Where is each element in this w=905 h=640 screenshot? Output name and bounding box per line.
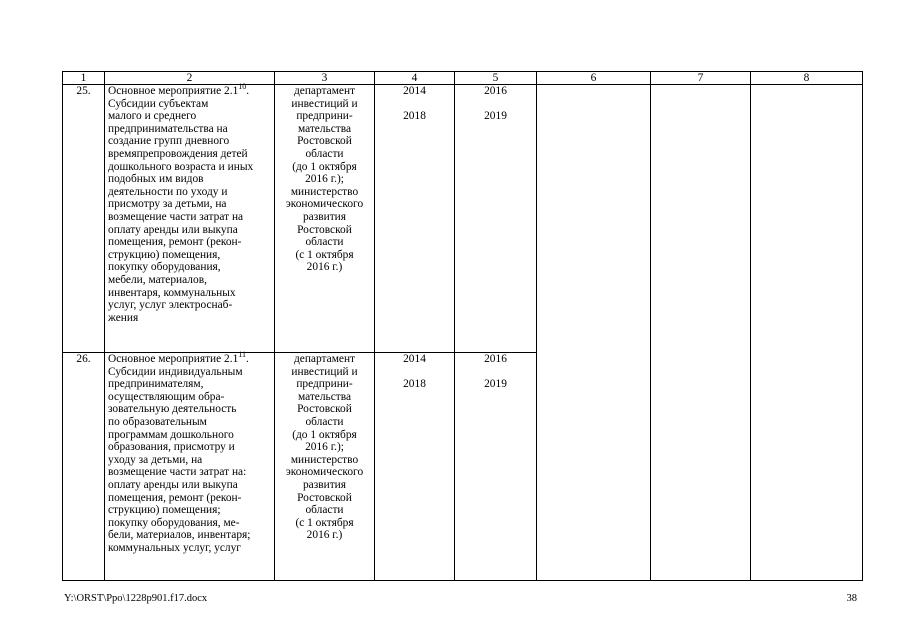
description-line: уходу за детьми, на: [108, 453, 203, 466]
executor-line: инвестиций и: [291, 365, 358, 378]
empty-cell-col7: [651, 85, 751, 581]
column-header: 8: [751, 72, 863, 85]
end-year-cell: [455, 85, 537, 353]
start-year: 2014: [403, 353, 426, 365]
executor-line: 2016 г.);: [305, 441, 344, 454]
empty-cell-col8: [751, 85, 863, 581]
empty-cell-col6: [537, 85, 651, 581]
description-line: предпринимателям,: [108, 378, 204, 391]
executor-line: Ростовской: [297, 223, 352, 236]
start-year-cell: [375, 353, 455, 581]
description-line: покупку оборудования, ме-: [108, 516, 240, 529]
executor-line: 2016 г.): [306, 261, 343, 274]
end-year-cell: [455, 353, 537, 581]
executor-line: экономического: [285, 466, 364, 479]
end-year: 2016: [484, 353, 507, 365]
measure-title: Основное мероприятие $2.1^{11}$.: [108, 350, 249, 365]
executor-line: Ростовской: [297, 491, 352, 504]
column-header: 4: [375, 72, 455, 85]
end-year: 2019: [484, 378, 507, 391]
description-line: услуг, услуг электроснаб-: [108, 299, 233, 312]
start-year: 2018: [403, 110, 426, 123]
measures-table: [62, 71, 863, 581]
start-year: 2014: [403, 85, 426, 97]
description-line: времяпрепровождения детей: [108, 147, 248, 160]
description-line: зовательную деятельность: [108, 403, 237, 416]
executor-line: министерство: [290, 185, 359, 198]
footer-file-path: Y:\ORST\Ppo\1228p901.f17.docx: [64, 593, 208, 604]
executor-line: предприни-: [296, 378, 353, 391]
column-number-row: [63, 72, 863, 85]
description-line: по образовательным: [108, 415, 207, 428]
description-line: присмотру за детьми, на: [108, 198, 227, 211]
column-header: 6: [537, 72, 651, 85]
description-line: возмещение части затрат на: [108, 210, 244, 223]
executor-line: (до 1 октября: [292, 428, 357, 441]
measure-description: [105, 82, 275, 353]
executor-line: Ростовской: [297, 403, 352, 416]
executor-line: области: [305, 415, 344, 428]
table-row: [63, 85, 863, 353]
executor-line: Ростовской: [297, 135, 352, 148]
executor-line: (с 1 октября: [295, 516, 354, 529]
executor-line: развития: [302, 210, 347, 223]
description-line: подобных им видов: [108, 173, 204, 186]
description-line: деятельности по уходу и: [108, 185, 228, 198]
column-header: 3: [275, 72, 375, 85]
description-line: Субсидии субъектам: [108, 97, 209, 110]
executor-line: инвестиций и: [291, 97, 358, 110]
description-line: Субсидии индивидуальным: [108, 365, 243, 378]
row-number: 25.: [63, 85, 105, 353]
executor-line: (с 1 октября: [295, 248, 354, 261]
executor-line: развития: [302, 478, 347, 491]
description-line: дошкольного возраста и иных: [108, 160, 254, 173]
end-year: 2016: [484, 85, 507, 97]
description-line: коммунальных услуг, услуг: [108, 541, 241, 554]
description-line: предпринимательства на: [108, 122, 228, 135]
executor-line: экономического: [285, 198, 364, 211]
description-line: создание групп дневного: [108, 135, 230, 148]
description-line: оплату аренды или выкупа: [108, 478, 238, 491]
description-line: возмещение части затрат на:: [108, 466, 247, 479]
start-year-cell: [375, 85, 455, 353]
description-line: инвентаря, коммунальных: [108, 286, 236, 299]
row-number: 26.: [63, 353, 105, 581]
description-line: струкцию) помещения;: [108, 504, 221, 517]
description-line: мебели, материалов,: [108, 273, 207, 286]
executor-line: мательства: [297, 390, 352, 403]
executor-cell: [275, 85, 375, 353]
executor-line: (до 1 октября: [292, 160, 357, 173]
description-line: струкцию) помещения,: [108, 248, 221, 261]
executor-line: мательства: [297, 122, 352, 135]
description-line: помещения, ремонт (рекон-: [108, 236, 242, 249]
start-year: 2018: [403, 378, 426, 391]
executor-line: предприни-: [296, 110, 353, 123]
description-line: малого и среднего: [108, 110, 197, 123]
column-header: 2: [105, 72, 275, 85]
executor-line: министерство: [290, 453, 359, 466]
executor-line: 2016 г.);: [305, 173, 344, 186]
page-number: 38: [846, 593, 857, 604]
description-line: осуществляющим обра-: [108, 390, 225, 403]
description-line: помещения, ремонт (рекон-: [108, 491, 242, 504]
description-line: жения: [108, 311, 139, 324]
executor-line: области: [305, 147, 344, 160]
executor-line: области: [305, 504, 344, 517]
executor-line: области: [305, 236, 344, 249]
description-line: программам дошкольного: [108, 428, 234, 441]
executor-cell: [275, 353, 375, 581]
end-year: 2019: [484, 110, 507, 123]
column-header: 1: [63, 72, 105, 85]
description-line: покупку оборудования,: [108, 261, 221, 274]
measure-title: Основное мероприятие $2.1^{10}$.: [108, 82, 250, 97]
description-line: образования, присмотру и: [108, 441, 235, 454]
executor-line: департамент: [293, 85, 356, 97]
column-header: 7: [651, 72, 751, 85]
description-line: оплату аренды или выкупа: [108, 223, 238, 236]
column-header: 5: [455, 72, 537, 85]
description-line: бели, материалов, инвентаря;: [108, 529, 251, 542]
executor-line: 2016 г.): [306, 529, 343, 542]
measure-description: [105, 350, 275, 581]
executor-line: департамент: [293, 353, 356, 365]
